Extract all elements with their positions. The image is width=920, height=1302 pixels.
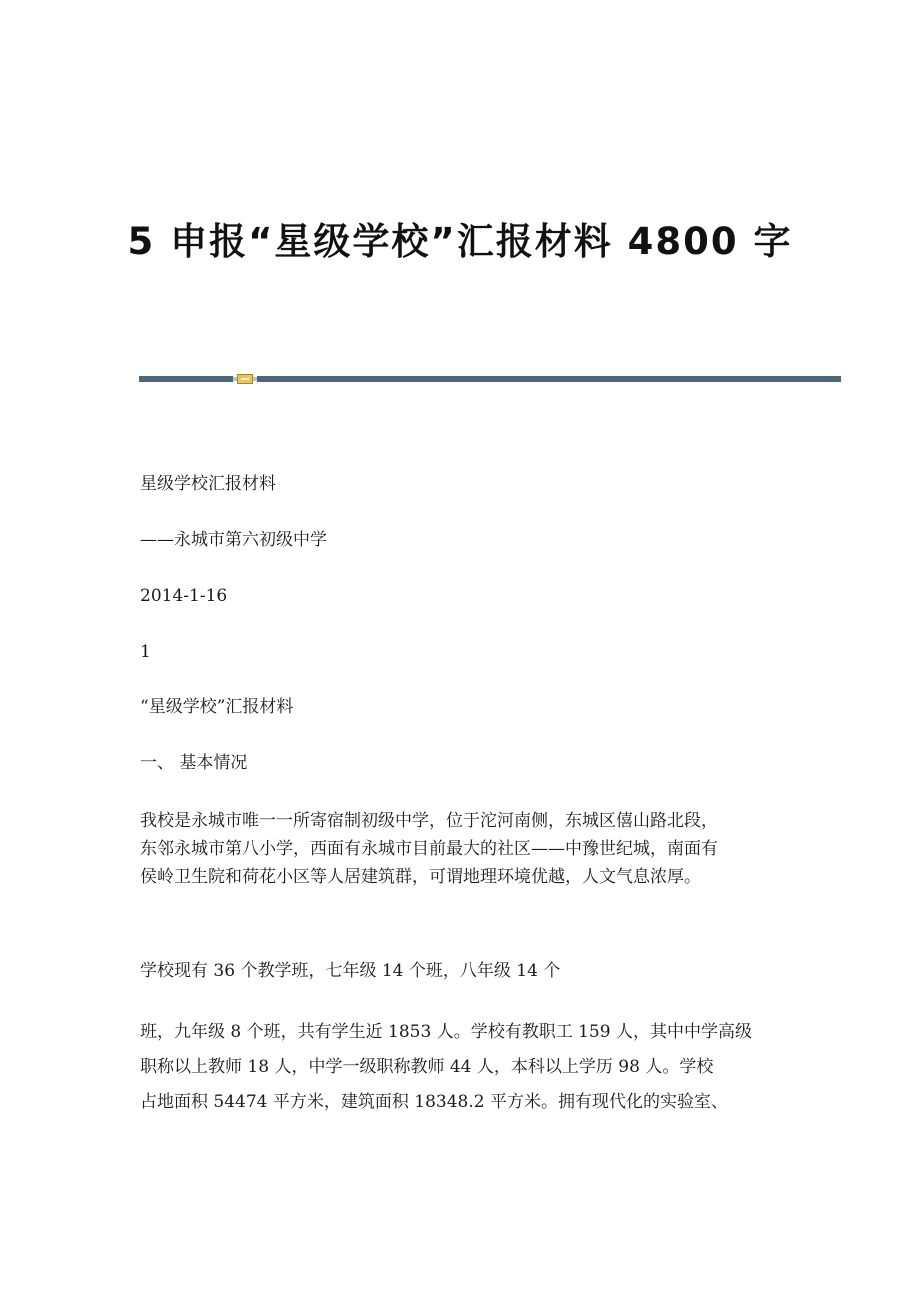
document-date: 2014-1-16 <box>140 586 228 606</box>
divider-bar-right <box>257 376 841 382</box>
body-heading: 星级学校汇报材料 <box>140 474 276 494</box>
paragraph-staff-facilities <box>140 1015 780 1120</box>
paragraph-line: 职称以上教师 18 人，中学一级职称教师 44 人，本科以上学历 98 人。学校 <box>140 1057 714 1077</box>
section-heading-basic-info: 一、 基本情况 <box>140 753 248 773</box>
paragraph-line: 侯岭卫生院和荷花小区等人居建筑群，可谓地理环境优越，人文气息浓厚。 <box>140 867 701 887</box>
paragraph-line: 占地面积 54474 平方米，建筑面积 18348.2 平方米。拥有现代化的实验室、 <box>140 1092 728 1112</box>
title-divider <box>139 374 841 384</box>
document-title: 5 申报“星级学校”汇报材料 4800 字 <box>127 220 793 263</box>
page-number: 1 <box>140 642 151 662</box>
divider-bar-left <box>139 376 233 382</box>
paragraph-class-count: 学校现有 36 个教学班，七年级 14 个班，八年级 14 个 <box>140 961 561 981</box>
school-name: ——永城市第六初级中学 <box>140 530 327 550</box>
report-subtitle: “星级学校”汇报材料 <box>140 697 294 717</box>
paragraph-line: 东邻永城市第八小学，西面有永城市目前最大的社区——中豫世纪城，南面有 <box>140 839 718 859</box>
divider-ornament-icon <box>237 374 253 384</box>
paragraph-location <box>140 807 780 891</box>
paragraph-line: 班，九年级 8 个班，共有学生近 1853 人。学校有教职工 159 人，其中中学高级 <box>140 1022 752 1042</box>
paragraph-line: 我校是永城市唯一一所寄宿制初级中学，位于沱河南侧，东城区僖山路北段， <box>140 811 718 831</box>
